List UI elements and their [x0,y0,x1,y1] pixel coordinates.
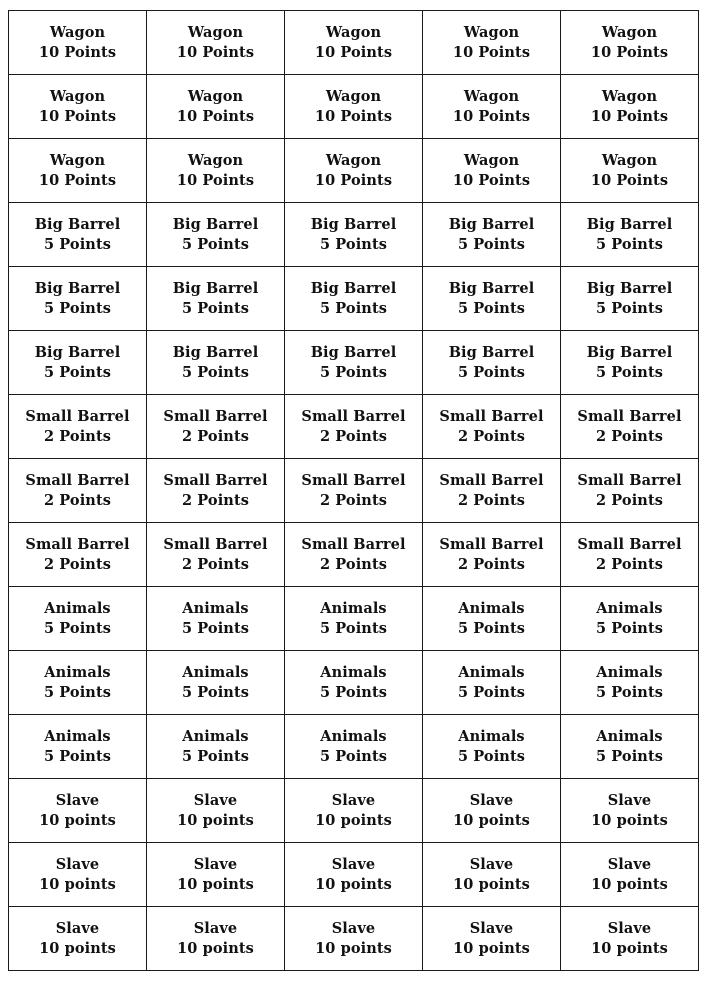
card-points: 5 Points [457,683,526,701]
point-card [147,587,285,651]
point-card [9,11,147,75]
card-name: Wagon [187,87,244,105]
card-points: 10 points [177,939,254,957]
card-name: Animals [596,727,663,745]
card-name: Small Barrel [439,535,544,553]
card-name: Animals [44,663,111,681]
card-name: Slave [55,791,100,809]
point-card [285,843,423,907]
point-card [423,715,561,779]
card-points: 10 points [315,811,392,829]
point-card [561,203,699,267]
point-card [147,907,285,971]
card-points: 5 Points [457,363,526,381]
card-name: Wagon [601,87,658,105]
card-points: 2 Points [595,427,664,445]
point-card [9,715,147,779]
card-name: Big Barrel [34,343,121,361]
card-points: 5 Points [457,235,526,253]
card-points: 5 Points [43,235,112,253]
card-row [9,459,699,523]
card-points: 10 Points [176,43,255,61]
card-name: Big Barrel [448,343,535,361]
point-card [561,587,699,651]
point-card [423,587,561,651]
card-row [9,779,699,843]
card-points: 5 Points [181,619,250,637]
card-name: Animals [320,599,387,617]
point-card [147,523,285,587]
point-card [423,395,561,459]
card-points: 10 points [453,939,530,957]
card-points: 10 points [315,875,392,893]
point-card [285,459,423,523]
card-name: Slave [331,791,376,809]
card-points: 2 Points [319,555,388,573]
card-name: Animals [596,663,663,681]
point-card [147,139,285,203]
card-name: Wagon [463,151,520,169]
card-points: 5 Points [181,235,250,253]
card-name: Slave [469,791,514,809]
card-name: Animals [182,663,249,681]
card-points: 10 points [177,875,254,893]
card-points: 2 Points [43,491,112,509]
card-points: 10 Points [176,171,255,189]
card-name: Animals [44,727,111,745]
card-row [9,11,699,75]
point-card [147,779,285,843]
card-name: Wagon [187,151,244,169]
card-points: 2 Points [181,555,250,573]
card-row [9,523,699,587]
card-name: Slave [331,855,376,873]
card-name: Slave [331,919,376,937]
point-card [9,779,147,843]
card-name: Big Barrel [172,215,259,233]
point-card [9,395,147,459]
card-points: 10 Points [314,171,393,189]
card-name: Big Barrel [448,215,535,233]
card-name: Big Barrel [34,215,121,233]
point-card [423,523,561,587]
point-card [9,139,147,203]
card-row [9,203,699,267]
card-points: 5 Points [595,683,664,701]
point-card [423,843,561,907]
card-points: 10 Points [590,171,669,189]
point-card [147,203,285,267]
point-card [423,267,561,331]
card-name: Animals [458,599,525,617]
card-name: Big Barrel [586,343,673,361]
point-card [9,203,147,267]
card-row [9,651,699,715]
card-grid-body [9,11,699,971]
card-points: 5 Points [319,683,388,701]
card-name: Small Barrel [25,471,130,489]
point-card [423,651,561,715]
card-points: 10 points [177,811,254,829]
point-card [285,907,423,971]
card-name: Small Barrel [439,407,544,425]
card-name: Small Barrel [163,407,268,425]
point-card [9,459,147,523]
card-points: 5 Points [43,299,112,317]
point-card [561,651,699,715]
point-card [561,395,699,459]
card-name: Slave [193,919,238,937]
card-name: Wagon [187,23,244,41]
card-points: 10 Points [590,107,669,125]
point-card [423,331,561,395]
card-points: 5 Points [457,299,526,317]
card-points: 10 Points [452,107,531,125]
card-row [9,715,699,779]
point-card [285,75,423,139]
point-card [285,779,423,843]
card-points: 10 Points [452,43,531,61]
card-name: Slave [55,919,100,937]
card-name: Small Barrel [163,471,268,489]
card-points: 2 Points [319,427,388,445]
card-name: Big Barrel [586,215,673,233]
point-card [423,139,561,203]
point-card [561,523,699,587]
card-name: Wagon [49,151,106,169]
card-points: 2 Points [43,555,112,573]
card-points: 5 Points [595,363,664,381]
card-points: 5 Points [181,299,250,317]
card-points: 10 Points [314,107,393,125]
card-name: Wagon [601,23,658,41]
point-card [147,651,285,715]
card-points: 2 Points [457,427,526,445]
card-name: Animals [182,599,249,617]
card-points: 2 Points [595,491,664,509]
card-row [9,843,699,907]
card-name: Big Barrel [310,215,397,233]
card-points: 10 points [591,875,668,893]
card-points: 5 Points [319,747,388,765]
card-points: 2 Points [457,555,526,573]
card-points: 10 points [591,939,668,957]
card-points: 2 Points [181,491,250,509]
point-card [9,75,147,139]
card-points: 10 Points [38,43,117,61]
card-points: 5 Points [319,619,388,637]
card-points: 10 Points [314,43,393,61]
point-card [423,203,561,267]
card-points: 5 Points [457,747,526,765]
point-card [423,459,561,523]
card-name: Small Barrel [25,535,130,553]
card-name: Animals [320,727,387,745]
card-name: Wagon [601,151,658,169]
point-card [285,715,423,779]
card-name: Slave [193,855,238,873]
card-points: 10 points [591,811,668,829]
card-points: 5 Points [595,235,664,253]
card-name: Big Barrel [172,279,259,297]
point-card [147,843,285,907]
card-points: 10 points [39,939,116,957]
point-card [147,331,285,395]
point-card [285,139,423,203]
card-name: Small Barrel [301,535,406,553]
card-name: Slave [55,855,100,873]
card-name: Small Barrel [439,471,544,489]
card-name: Slave [193,791,238,809]
point-card [561,75,699,139]
card-points: 10 points [453,811,530,829]
card-points: 5 Points [43,619,112,637]
card-name: Wagon [49,23,106,41]
card-points: 5 Points [181,363,250,381]
point-card [9,331,147,395]
card-name: Animals [182,727,249,745]
card-points: 5 Points [457,619,526,637]
card-points: 5 Points [43,363,112,381]
point-card [561,331,699,395]
card-row [9,267,699,331]
point-card [561,267,699,331]
card-name: Big Barrel [586,279,673,297]
card-name: Small Barrel [25,407,130,425]
point-card [285,395,423,459]
card-name: Wagon [49,87,106,105]
point-card [9,651,147,715]
point-card [285,587,423,651]
card-name: Big Barrel [448,279,535,297]
point-card [147,715,285,779]
card-points: 10 Points [452,171,531,189]
card-points: 10 points [315,939,392,957]
point-card [561,459,699,523]
point-card [285,331,423,395]
point-card [285,11,423,75]
card-points: 10 Points [590,43,669,61]
point-card [285,267,423,331]
card-points: 2 Points [43,427,112,445]
card-name: Wagon [463,87,520,105]
card-points: 5 Points [43,683,112,701]
point-card [561,907,699,971]
card-name: Wagon [325,151,382,169]
point-card [9,907,147,971]
card-name: Slave [607,919,652,937]
card-name: Small Barrel [577,535,682,553]
card-grid [8,10,699,971]
point-card [423,779,561,843]
card-name: Big Barrel [172,343,259,361]
card-row [9,75,699,139]
card-name: Animals [596,599,663,617]
point-card [561,139,699,203]
card-name: Small Barrel [301,407,406,425]
point-card [9,587,147,651]
card-name: Wagon [325,87,382,105]
card-points: 5 Points [319,235,388,253]
point-card [9,843,147,907]
card-points: 10 Points [176,107,255,125]
card-name: Slave [469,919,514,937]
card-points: 2 Points [595,555,664,573]
card-name: Small Barrel [577,407,682,425]
point-card [561,715,699,779]
card-points: 5 Points [319,363,388,381]
card-points: 2 Points [181,427,250,445]
card-points: 5 Points [595,619,664,637]
point-card [561,779,699,843]
card-name: Animals [320,663,387,681]
card-name: Wagon [463,23,520,41]
card-row [9,331,699,395]
card-name: Big Barrel [310,279,397,297]
card-points: 5 Points [319,299,388,317]
card-name: Slave [607,855,652,873]
point-card [147,267,285,331]
card-points: 10 points [39,875,116,893]
point-card [285,203,423,267]
card-points: 10 Points [38,171,117,189]
card-points: 5 Points [181,683,250,701]
card-points: 10 points [39,811,116,829]
point-card [423,11,561,75]
point-card [9,267,147,331]
card-name: Wagon [325,23,382,41]
point-card [423,907,561,971]
point-card [147,395,285,459]
card-name: Small Barrel [163,535,268,553]
card-points: 10 Points [38,107,117,125]
card-name: Slave [469,855,514,873]
card-points: 5 Points [595,299,664,317]
card-name: Animals [44,599,111,617]
card-name: Big Barrel [310,343,397,361]
point-card [147,459,285,523]
point-card [285,523,423,587]
card-name: Small Barrel [577,471,682,489]
point-card [285,651,423,715]
card-name: Small Barrel [301,471,406,489]
card-name: Animals [458,727,525,745]
point-card [147,75,285,139]
card-row [9,139,699,203]
point-card [9,523,147,587]
card-row [9,395,699,459]
point-card [561,11,699,75]
card-name: Big Barrel [34,279,121,297]
point-card [147,11,285,75]
point-card [423,75,561,139]
card-points: 10 points [453,875,530,893]
card-name: Slave [607,791,652,809]
card-row [9,587,699,651]
card-points: 2 Points [319,491,388,509]
card-row [9,907,699,971]
card-name: Animals [458,663,525,681]
card-points: 5 Points [595,747,664,765]
card-points: 5 Points [181,747,250,765]
card-points: 5 Points [43,747,112,765]
point-card [561,843,699,907]
card-points: 2 Points [457,491,526,509]
